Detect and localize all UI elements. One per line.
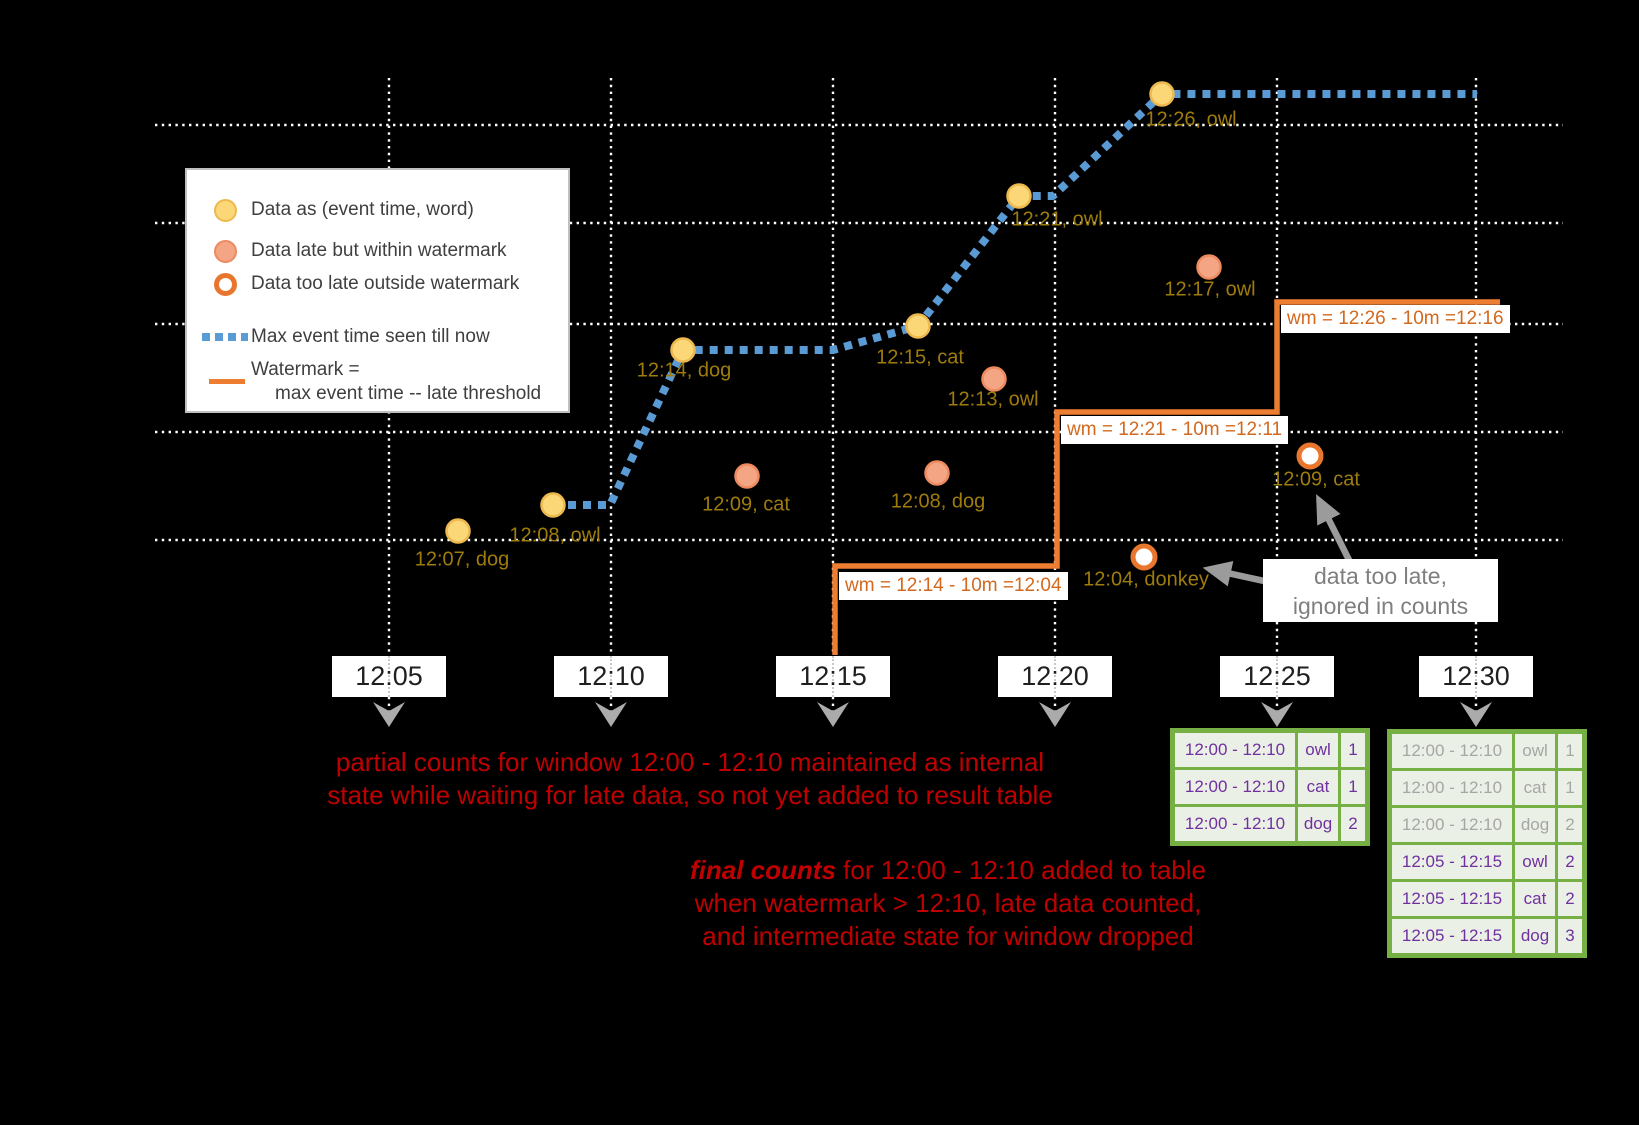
axis-tick-label <box>554 656 668 697</box>
note-final-counts-rest: for 12:00 - 12:10 added to table <box>835 855 1206 885</box>
axis-tick-label <box>776 656 890 697</box>
word-cell: dog <box>1298 807 1338 841</box>
table-row <box>1392 919 1582 953</box>
word-cell: owl <box>1515 845 1555 879</box>
window-cell: 12:05 - 12:15 <box>1392 919 1512 953</box>
too-late-callout-line: data too late, <box>1314 562 1447 589</box>
data-point-label: 12:04, donkey <box>1083 568 1209 591</box>
too-late-callout <box>1263 559 1498 622</box>
word-cell: cat <box>1515 882 1555 916</box>
data-point-label: 12:07, dog <box>414 548 510 571</box>
count-cell: 2 <box>1558 882 1582 916</box>
word-cell: cat <box>1298 770 1338 804</box>
count-cell: 1 <box>1341 733 1365 767</box>
too-late-ring-icon <box>199 273 251 296</box>
legend-item-too-late <box>199 269 519 299</box>
blue-dashed-line-icon <box>199 333 251 341</box>
note-line: when watermark > 12:10, late data counted, <box>694 888 1202 918</box>
data-point-label: 12:17, owl <box>1164 278 1256 301</box>
legend-item-max-event <box>199 322 490 352</box>
note-line: and intermediate state for window dropped <box>702 921 1194 951</box>
note-line: partial counts for window 12:00 - 12:10 maintained as internal <box>335 747 1045 777</box>
window-cell: 12:00 - 12:10 <box>1175 770 1295 804</box>
legend-watermark-formula: max event time -- late threshold <box>275 383 542 404</box>
legend <box>185 168 570 413</box>
window-cell: 12:00 - 12:10 <box>1392 808 1512 842</box>
data-point-label: 12:08, owl <box>509 524 601 547</box>
note-line: state while waiting for late data, so not yet added to result table <box>327 780 1053 810</box>
result-table <box>1170 728 1370 846</box>
count-cell: 2 <box>1558 845 1582 879</box>
word-cell: dog <box>1515 919 1555 953</box>
table-row <box>1392 734 1582 768</box>
table-row <box>1392 882 1582 916</box>
legend-item-ontime <box>199 195 474 225</box>
count-cell: 1 <box>1558 734 1582 768</box>
table-row <box>1175 733 1365 767</box>
watermark-value-label: wm = 12:21 - 10m =12:11 <box>1061 416 1288 444</box>
note-line <box>648 854 1248 887</box>
late-dot-icon <box>199 240 251 263</box>
result-table <box>1387 729 1587 958</box>
window-cell: 12:00 - 12:10 <box>1175 807 1295 841</box>
window-cell: 12:00 - 12:10 <box>1392 771 1512 805</box>
legend-item-label: Data too late outside watermark <box>251 273 520 294</box>
note-partial-counts <box>260 746 1120 812</box>
note-final-counts <box>648 854 1248 953</box>
table-row <box>1392 808 1582 842</box>
data-point-label: 12:14, dog <box>636 359 732 382</box>
watermark-value-label: wm = 12:26 - 10m =12:16 <box>1281 305 1510 333</box>
axis-tick-label <box>332 656 446 697</box>
count-cell: 3 <box>1558 919 1582 953</box>
table-row <box>1175 807 1365 841</box>
data-point-label: 12:09, cat <box>1272 468 1360 491</box>
note-final-counts-lead: final counts <box>690 855 836 885</box>
data-point-label: 12:21, owl <box>1011 208 1103 231</box>
count-cell: 2 <box>1341 807 1365 841</box>
legend-item-label: Data late but within watermark <box>251 240 507 261</box>
word-cell: owl <box>1515 734 1555 768</box>
data-point-label: 12:08, dog <box>890 490 986 513</box>
data-point-label: 12:13, owl <box>947 388 1039 411</box>
word-cell: owl <box>1298 733 1338 767</box>
word-cell: dog <box>1515 808 1555 842</box>
axis-tick-text: 12:15 <box>799 661 867 691</box>
window-cell: 12:00 - 12:10 <box>1392 734 1512 768</box>
count-cell: 2 <box>1558 808 1582 842</box>
axis-tick-text: 12:25 <box>1243 661 1311 691</box>
orange-line-icon <box>209 379 245 384</box>
table-row <box>1175 770 1365 804</box>
axis-tick-text: 12:30 <box>1442 661 1510 691</box>
axis-tick-label <box>998 656 1112 697</box>
data-point-label: 12:15, cat <box>876 346 964 369</box>
watermark-value-label: wm = 12:14 - 10m =12:04 <box>839 572 1068 600</box>
table-row <box>1392 771 1582 805</box>
axis-tick-text: 12:10 <box>577 661 645 691</box>
count-cell: 1 <box>1558 771 1582 805</box>
data-point-label: 12:26, owl <box>1145 108 1237 131</box>
data-point-label: 12:09, cat <box>702 493 790 516</box>
legend-item-late <box>199 236 507 266</box>
ontime-dot-icon <box>199 199 251 222</box>
axis-tick-text: 12:20 <box>1021 661 1089 691</box>
axis-tick-label <box>1220 656 1334 697</box>
legend-item-label: Watermark = <box>251 359 360 380</box>
window-cell: 12:00 - 12:10 <box>1175 733 1295 767</box>
window-cell: 12:05 - 12:15 <box>1392 882 1512 916</box>
legend-item-label: Data as (event time, word) <box>251 199 474 220</box>
word-cell: cat <box>1515 771 1555 805</box>
count-cell: 1 <box>1341 770 1365 804</box>
axis-tick-text: 12:05 <box>355 661 423 691</box>
too-late-callout-line: ignored in counts <box>1292 592 1469 619</box>
axis-tick-label <box>1419 656 1533 697</box>
table-row <box>1392 845 1582 879</box>
window-cell: 12:05 - 12:15 <box>1392 845 1512 879</box>
legend-item-label: Max event time seen till now <box>251 326 490 347</box>
